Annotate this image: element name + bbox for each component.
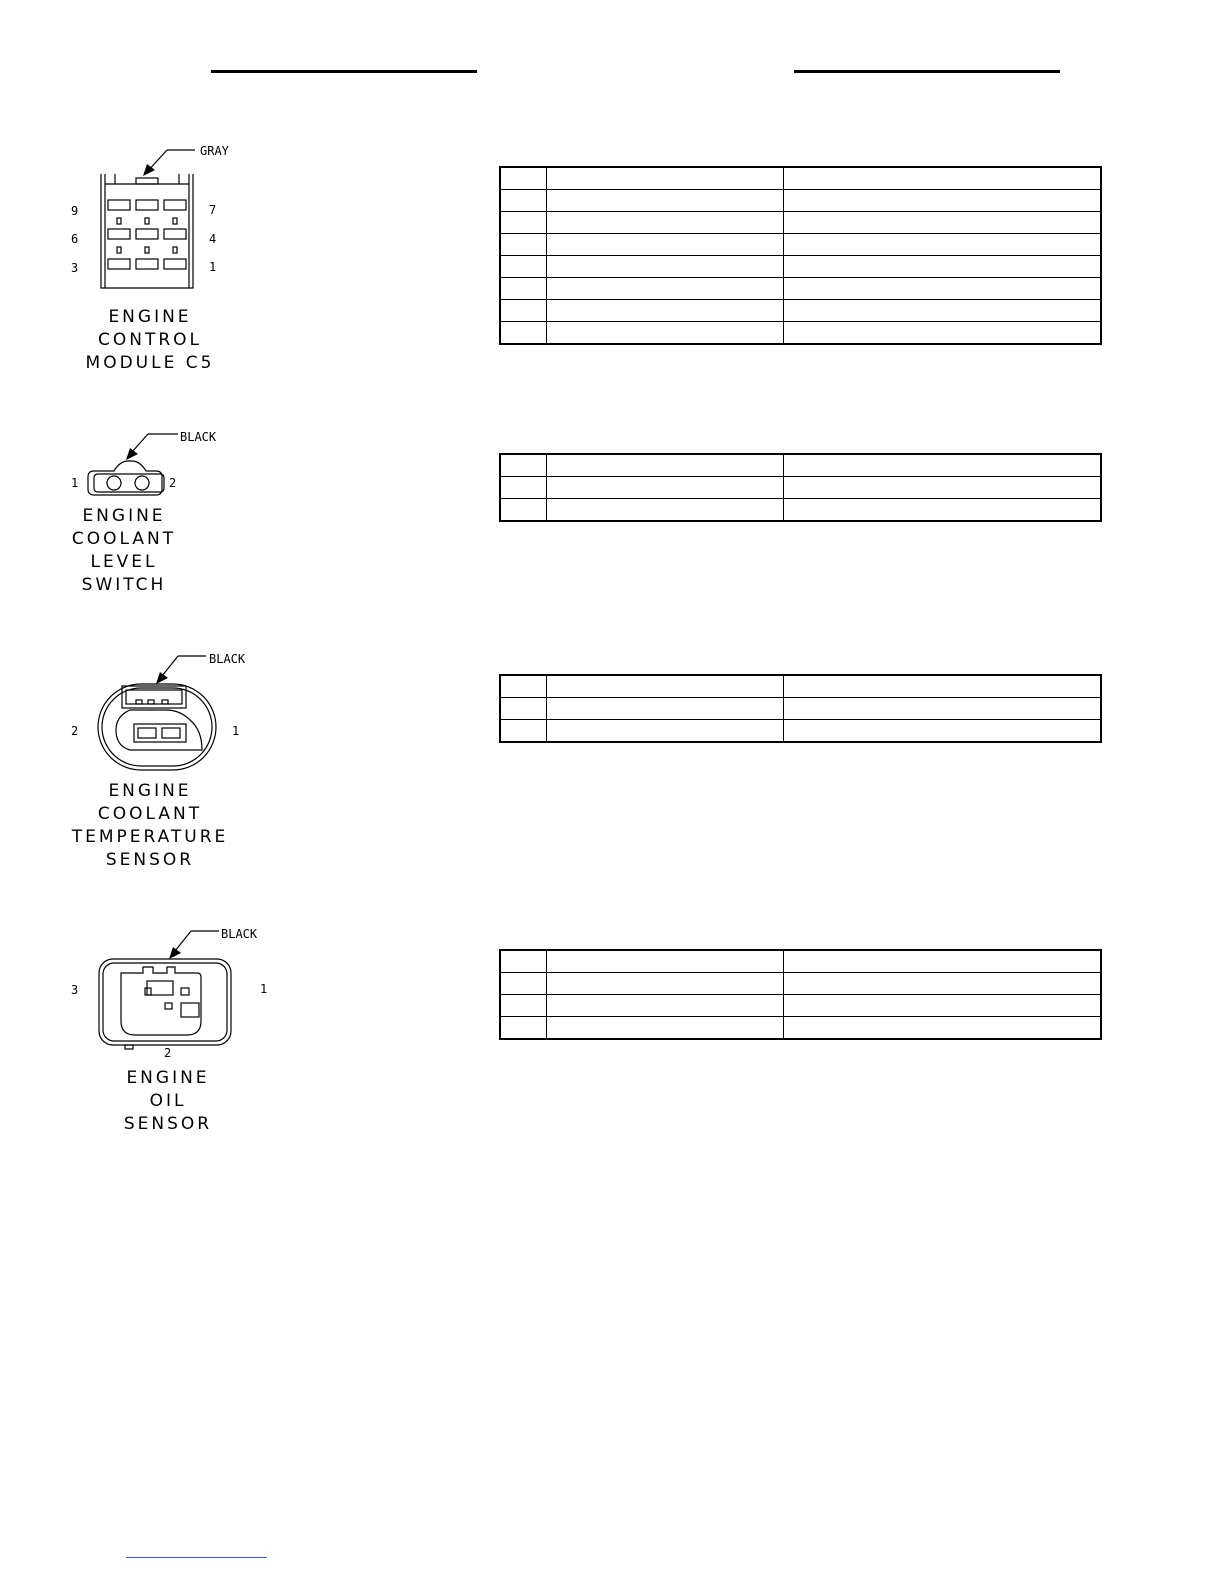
coolant-temp-sensor-pin-2: 2: [71, 724, 79, 738]
caption-line: ENGINE: [82, 506, 166, 526]
coolant-level-switch-caption: [34, 505, 214, 597]
table-row: [500, 477, 1101, 499]
ecm-c5-pin-1: 1: [209, 260, 217, 274]
coolant-temp-sensor-connector-diagram: [90, 650, 230, 775]
caption-line: COOLANT: [97, 804, 203, 824]
ecm-c5-pin-4: 4: [209, 232, 217, 246]
table-row: [500, 454, 1101, 477]
caption-line: ENGINE: [126, 1068, 210, 1088]
caption-line: SENSOR: [105, 850, 195, 870]
caption-line: CONTROL: [97, 330, 203, 350]
table-row: [500, 698, 1101, 720]
caption-line: TEMPERATURE: [71, 827, 229, 847]
footer-link-underline[interactable]: [126, 1557, 267, 1558]
coolant-level-switch-pin-1: 1: [71, 476, 79, 490]
table-row: [500, 322, 1101, 345]
caption-line: MODULE C5: [85, 353, 215, 373]
oil-sensor-connector-diagram: [95, 925, 235, 1050]
caption-line: SENSOR: [123, 1114, 213, 1134]
oil-sensor-pin-1: 1: [260, 982, 268, 996]
header-rule-right: [794, 70, 1060, 73]
caption-line: ENGINE: [108, 307, 192, 327]
ecm-c5-caption: [60, 306, 240, 375]
table-row: [500, 212, 1101, 234]
oil-sensor-caption: [78, 1067, 258, 1136]
oil-sensor-pin-2: 2: [164, 1046, 172, 1060]
ecm-c5-pin-table: [499, 166, 1102, 345]
ecm-c5-connector-diagram: [95, 140, 235, 300]
ecm-c5-color-callout: GRAY: [200, 144, 229, 158]
ecm-c5-pin-3: 3: [71, 261, 79, 275]
table-row: [500, 720, 1101, 743]
table-row: [500, 675, 1101, 698]
ecm-c5-pin-9: 9: [71, 204, 79, 218]
table-row: [500, 256, 1101, 278]
coolant-level-switch-color-callout: BLACK: [180, 430, 217, 444]
coolant-temp-sensor-pin-1: 1: [232, 724, 240, 738]
coolant-temp-sensor-pin-table: [499, 674, 1102, 743]
table-row: [500, 278, 1101, 300]
caption-line: OIL: [149, 1091, 187, 1111]
table-row: [500, 950, 1101, 973]
table-row: [500, 499, 1101, 522]
caption-line: COOLANT: [71, 529, 177, 549]
ecm-c5-pin-6: 6: [71, 232, 79, 246]
ecm-c5-pin-7: 7: [209, 203, 217, 217]
table-row: [500, 300, 1101, 322]
coolant-temp-sensor-color-callout: BLACK: [209, 652, 246, 666]
table-row: [500, 973, 1101, 995]
header-rule-left: [211, 70, 477, 73]
coolant-temp-sensor-caption: [60, 780, 240, 872]
table-row: [500, 190, 1101, 212]
caption-line: LEVEL: [90, 552, 158, 572]
oil-sensor-color-callout: BLACK: [221, 927, 258, 941]
coolant-level-switch-pin-2: 2: [169, 476, 177, 490]
table-row: [500, 167, 1101, 190]
caption-line: SWITCH: [81, 575, 167, 595]
table-row: [500, 1017, 1101, 1040]
table-row: [500, 995, 1101, 1017]
oil-sensor-pin-table: [499, 949, 1102, 1040]
caption-line: ENGINE: [108, 781, 192, 801]
table-row: [500, 234, 1101, 256]
oil-sensor-pin-3: 3: [71, 983, 79, 997]
coolant-level-switch-pin-table: [499, 453, 1102, 522]
